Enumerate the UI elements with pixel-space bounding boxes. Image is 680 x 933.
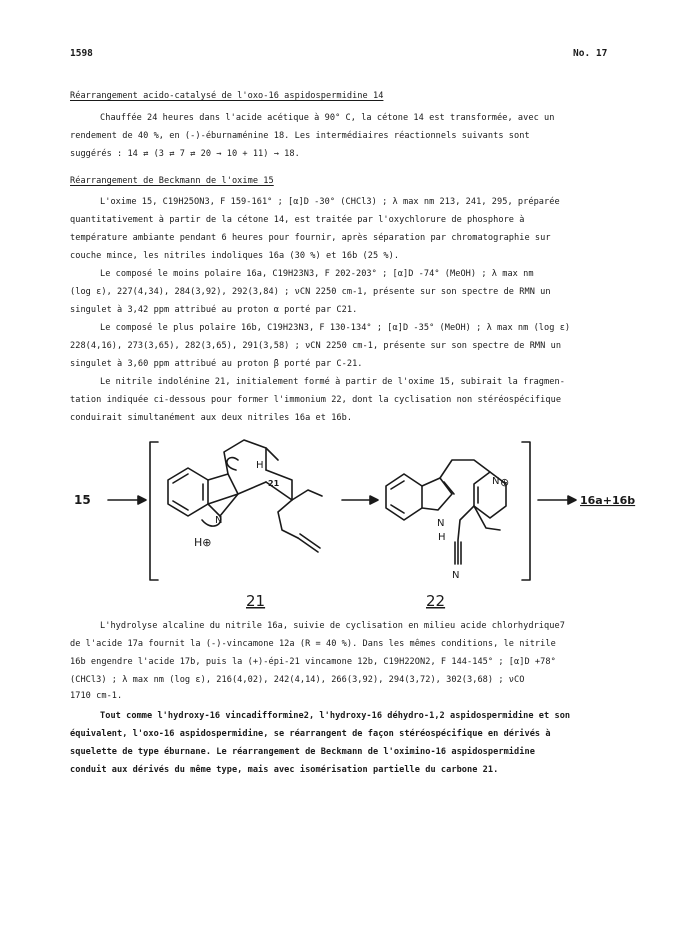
atom-N-label: N <box>437 518 445 529</box>
paragraph-line: Chauffée 24 heures dans l'acide acétique à 90° C, la cétone 14 est transformée, avec un <box>100 113 555 123</box>
bracket-left <box>150 442 158 580</box>
section-title-beckmann: Réarrangement de Beckmann de l'oxime 15 <box>70 176 274 186</box>
paragraph-line: Le nitrile indolénine 21, initialement formé à partir de l'oxime 15, subirait la fragmen- <box>100 377 565 387</box>
paragraph-line: Tout comme l'hydroxy-16 vincadifformine2, l'hydroxy-16 déhydro-1,2 aspidospermidine et son <box>100 711 571 721</box>
paragraph-line: 1710 cm-1. <box>70 691 123 701</box>
paragraph-line: conduirait simultanément aux deux nitriles 16a et 16b. <box>70 413 353 423</box>
atom-N-label: N <box>452 570 460 581</box>
paragraph-line: (log ε), 227(4,34), 284(3,92), 292(3,84) ; νCN 2250 cm-1, présente sur son spectre de RMN un <box>70 287 551 297</box>
paragraph-line: 228(4,16), 273(3,65), 282(3,65), 291(3,58) ; νCN 2250 cm-1, présente sur son spectre de RMN un <box>70 341 562 351</box>
atom-N-label: N <box>215 515 223 526</box>
paragraph-line: rendement de 40 %, en (-)-éburnaménine 18. Les intermédiaires réactionnels suivants sont <box>70 131 530 141</box>
paragraph-line: L'oxime 15, C19H25ON3, F 159-161° ; [α]D -30° (CHCl3) ; λ max nm 213, 241, 295, préparée <box>100 197 560 207</box>
paragraph-line: de l'acide 17a fournit la (-)-vincamone 12a (R = 40 %). Dans les mêmes conditions, le nitrile <box>70 639 556 649</box>
page-number: 1598 <box>70 48 93 59</box>
arrow-head <box>138 496 146 504</box>
paragraph-line: squelette de type éburnane. Le réarrangement de Beckmann de l'oximino-16 aspidospermidine <box>70 747 535 757</box>
paragraph-line: conduit aux dérivés du même type, mais avec isomérisation partielle du carbone 21. <box>70 765 499 775</box>
paragraph-line: singulet à 3,42 ppm attribué au proton α porté par C21. <box>70 305 358 315</box>
paragraph-line: équivalent, l'oxo-16 aspidospermidine, se réarrangent de façon stéréospécifique en dérivés à <box>70 729 551 739</box>
paragraph-line: Le composé le moins polaire 16a, C19H23N3, F 202-203° ; [α]D -74° (MeOH) ; λ max nm <box>100 269 534 279</box>
atom-H-label: H <box>256 460 264 471</box>
paragraph-line: quantitativement à partir de la cétone 14, est traitée par l'oxychlorure de phosphore à <box>70 215 525 225</box>
reaction-scheme <box>60 430 636 610</box>
section-title-acid-rearrangement: Réarrangement acido-catalysé de l'oxo-16 aspidospermidine 14 <box>70 91 384 101</box>
paragraph-line: couche mince, les nitriles indoliques 16a (30 %) et 16b (25 %). <box>70 251 400 261</box>
compound-label-22: 22 <box>426 592 446 610</box>
paragraph-line: 16b engendre l'acide 17b, puis la (+)-épi-21 vincamone 12b, C19H22ON2, F 144-145° ; [α]D +78° <box>70 657 556 667</box>
atom-H-label: H <box>438 532 446 543</box>
compound-label-15: 15 <box>74 493 91 507</box>
carbon-21-label: 21 <box>268 479 280 488</box>
paragraph-line: (CHCl3) ; λ max nm (log ε), 216(4,02), 242(4,14), 266(3,92), 294(3,72), 302(3,68) ; νCO <box>70 675 525 685</box>
benzene-ring <box>168 468 208 516</box>
proton-label: H⊕ <box>194 536 212 549</box>
paragraph-line: Le composé le plus polaire 16b, C19H23N3, F 130-134° ; [α]D -35° (MeOH) ; λ max nm (log ε) <box>100 323 571 333</box>
charge-plus-label: ⊕ <box>500 476 510 489</box>
bracket-right <box>522 442 530 580</box>
compound-label-21: 21 <box>246 592 266 610</box>
product-label: 16a+16b <box>580 494 636 507</box>
paragraph-line: singulet à 3,60 ppm attribué au proton β porté par C-21. <box>70 359 363 369</box>
paragraph-line: suggérés : 14 ⇄ (3 ⇄ 7 ⇄ 20 → 10 + 11) → 18. <box>70 149 300 159</box>
journal-issue: No. 17 <box>573 48 608 59</box>
paragraph-line: tation indiquée ci-dessous pour former l'immonium 22, dont la cyclisation non stéréospécifique <box>70 395 562 405</box>
atom-N-label: N <box>492 476 500 487</box>
paragraph-line: L'hydrolyse alcaline du nitrile 16a, suivie de cyclisation en milieu acide chlorhydrique7 <box>100 621 565 631</box>
paragraph-line: température ambiante pendant 6 heures pour fournir, après séparation par chromatographie sur <box>70 233 551 243</box>
